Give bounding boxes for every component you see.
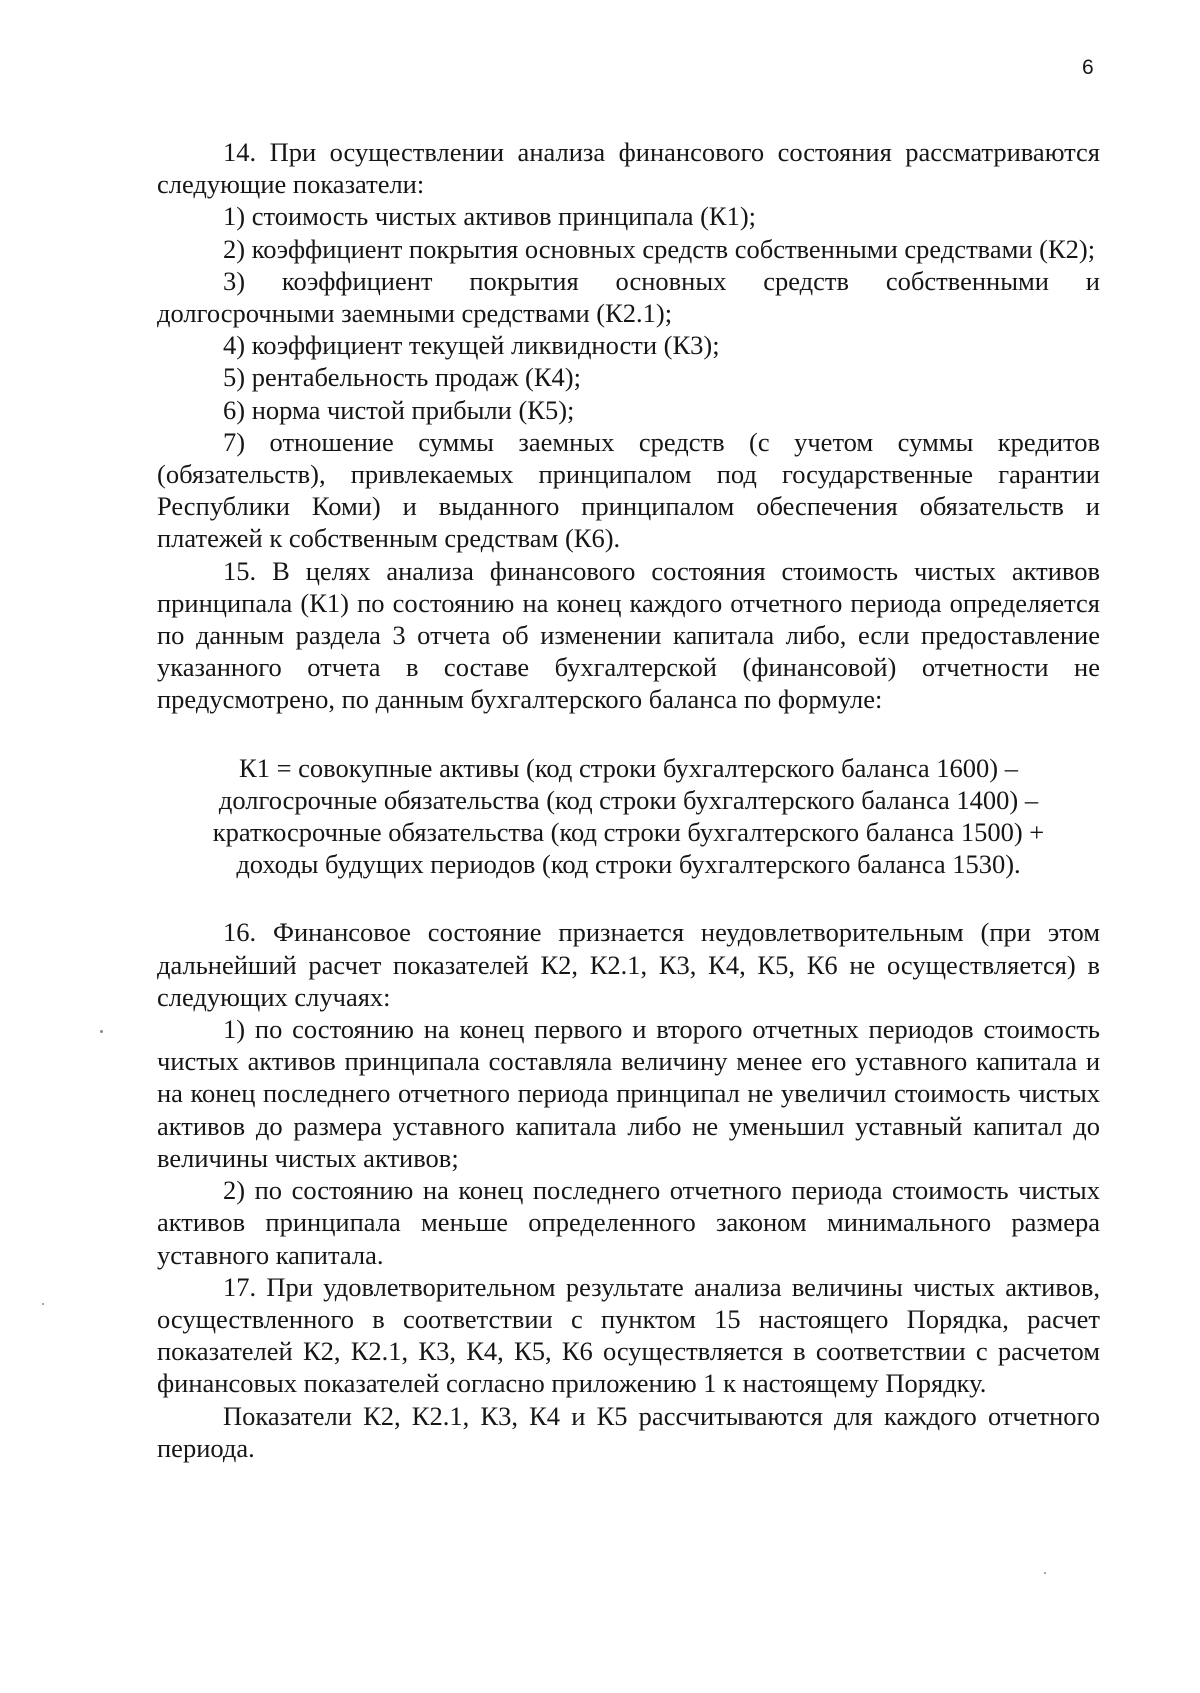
list-item-5: 5) рентабельность продаж (К4); [223,362,581,393]
list-item-4: 4) коэффициент текущей ликвидности (К3); [223,330,720,361]
scan-speck [100,1030,103,1033]
scan-speck [1044,1572,1046,1574]
list-item-2: 2) коэффициент покрытия основных средств собственными средствами (К2); [223,233,1096,264]
formula-k1 [157,752,1100,881]
paragraph-indicators: Показатели К2, К2.1, К3, К4 и К5 рассчитываются для каждого отчетного периода. [157,1400,1100,1463]
list-item-16-1: 1) по состоянию на конец первого и второго отчетных периодов стоимость чистых активов принципала составляла величину менее его уставного капитала и на конец последнего отчетного периода принципал не увеличил стоимость чистых активов до размера уставного капитала либо не уменьшил уставный капитал до величины чистых активов; [157,1014,1100,1173]
list-item-3: 3) коэффициент покрытия основных средств собственными и долгосрочными заемными средствами (К2.1); [157,265,1100,329]
list-item-6: 6) норма чистой прибыли (К5); [223,394,575,425]
document-body [157,136,1100,1464]
paragraph-16: 16. Финансовое состояние признается неудовлетворительным (при этом дальнейший расчет показателей К2, К2.1, К3, К4, К5, К6 не осуществляется) в следующих случаях: [157,917,1100,1012]
formula-line: К1 = совокупные активы (код строки бухгалтерского баланса 1600) – [239,752,1018,783]
list-item-7: 7) отношение суммы заемных средств (с учетом суммы кредитов (обязательств), привлекаемых принципалом под государственные гарантии Республики Коми) и выданного принципалом обеспечения обязательств и платежей к собственным средствам (К6). [157,426,1100,554]
page-number: 6 [1082,56,1094,79]
scan-speck [42,1303,44,1305]
formula-line: краткосрочные обязательства (код строки бухгалтерского баланса 1500) + [212,817,1045,848]
paragraph-17: 17. При удовлетворительном результате анализа величины чистых активов, осуществленного в соответствии с пунктом 15 настоящего Порядка, расчет показателей К2, К2.1, К3, К4, К5, К6 осуществляется в соответствии с расчетом финансовых показателей согласно приложению 1 к настоящему Порядку. [157,1271,1100,1399]
formula-line: долгосрочные обязательства (код строки бухгалтерского баланса 1400) – [218,784,1039,815]
paragraph-15: 15. В целях анализа финансового состояния стоимость чистых активов принципала (К1) по состоянию на конец каждого отчетного периода определяется по данным раздела 3 отчета об изменении капитала либо, если предоставление указанного отчета в составе бухгалтерской (финансовой) отчетности не предусмотрено, по данным бухгалтерского баланса по формуле: [157,555,1100,715]
list-item-1: 1) стоимость чистых активов принципала (К1); [223,201,757,232]
paragraph-14: 14. При осуществлении анализа финансового состояния рассматриваются следующие показатели: [157,137,1100,200]
list-item-16-2: 2) по состоянию на конец последнего отчетного периода стоимость чистых активов принципала меньше определенного законом минимального размера уставного капитала. [157,1175,1100,1270]
formula-line: доходы будущих периодов (код строки бухгалтерского баланса 1530). [236,849,1021,880]
